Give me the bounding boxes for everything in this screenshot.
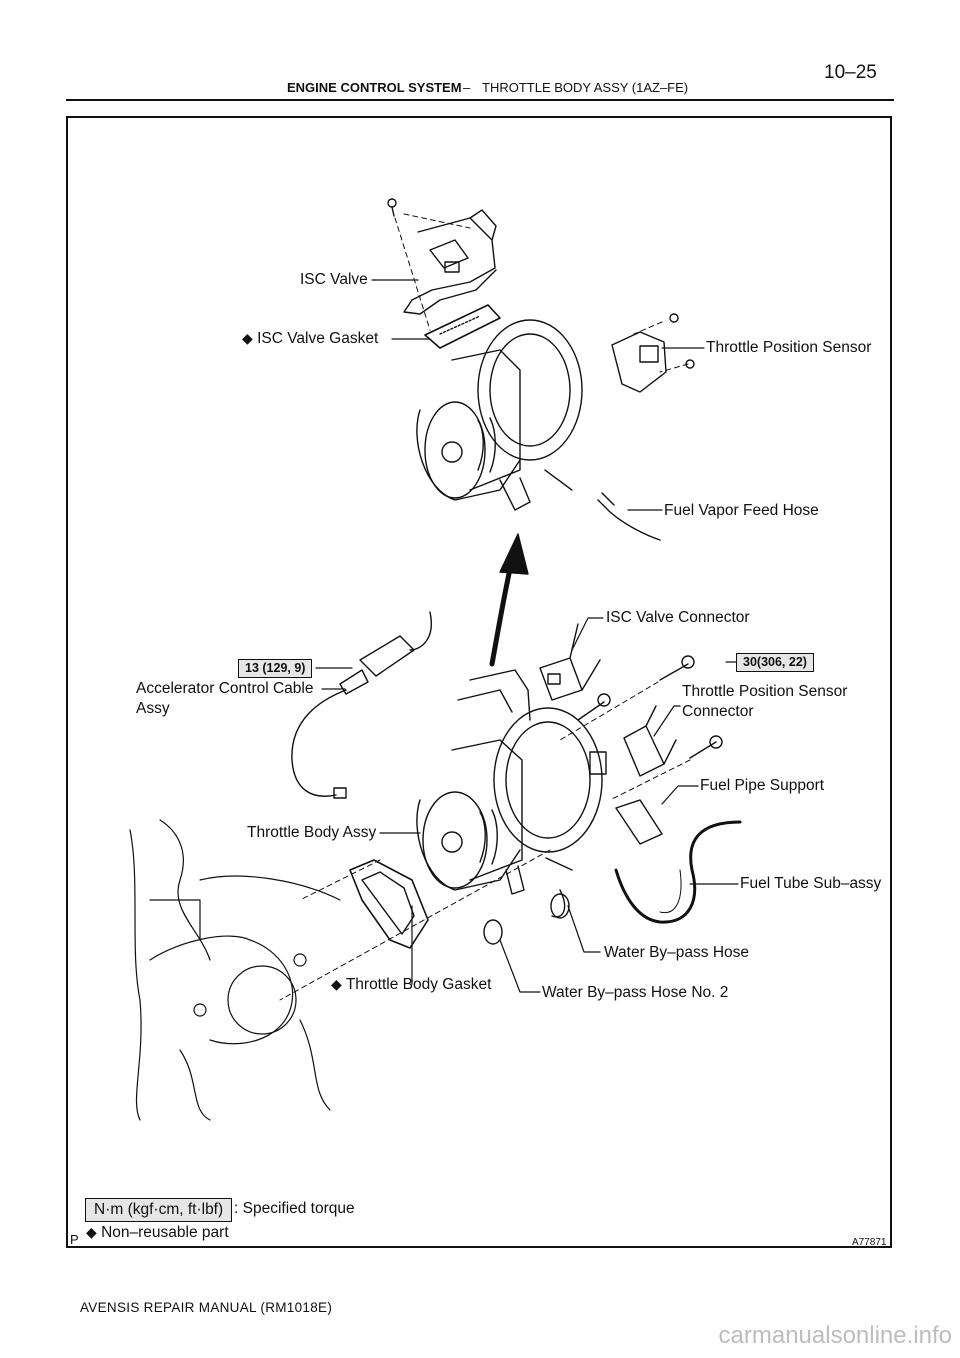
label-isc-valve-gasket: [242, 330, 378, 348]
tps-connector-drawing: [624, 706, 676, 776]
label-water-bypass-hose-no2: Water By–pass Hose No. 2: [542, 984, 729, 1001]
fuel-vapor-hose-drawing: [598, 500, 660, 540]
label-isc-valve: ISC Valve: [300, 271, 368, 288]
label-isc-valve-connector: ISC Valve Connector: [606, 609, 750, 626]
label-throttle-position-sensor: Throttle Position Sensor: [706, 339, 872, 356]
torque-cable: 13 (129, 9): [238, 659, 312, 678]
label-isc-valve-gasket-text: ISC Valve Gasket: [257, 330, 379, 347]
isc-connector-drawing: [540, 624, 600, 700]
legend-torque-unit-box: N·m (kgf·cm, ft·lbf): [85, 1198, 232, 1222]
label-fuel-vapor-feed-hose: Fuel Vapor Feed Hose: [664, 502, 819, 519]
header-section-title: ENGINE CONTROL SYSTEM: [287, 80, 462, 95]
legend-non-reusable: [86, 1224, 229, 1242]
legend-non-reusable-text: Non–reusable part: [101, 1224, 229, 1241]
torque-bolt: 30(306, 22): [736, 653, 814, 672]
label-throttle-body-assy: Throttle Body Assy: [247, 824, 377, 841]
label-fuel-tube-sub-assy: Fuel Tube Sub–assy: [740, 875, 882, 892]
header-topic: THROTTLE BODY ASSY (1AZ–FE): [482, 80, 689, 95]
label-tps-connector-line1: Throttle Position Sensor: [682, 683, 848, 700]
non-reusable-diamond-icon: ◆: [86, 1224, 97, 1240]
non-reusable-diamond-icon: ◆: [242, 330, 253, 346]
label-fuel-pipe-support: Fuel Pipe Support: [700, 777, 825, 794]
watermark: carmanualsonline.info: [718, 1322, 952, 1349]
figure-id: A77871: [852, 1237, 887, 1248]
figure-corner-letter: P: [70, 1232, 79, 1247]
fuel-pipe-support-drawing: [616, 800, 662, 844]
header-dash: –: [463, 80, 471, 95]
label-tps-connector-line2: Connector: [682, 703, 754, 720]
label-accelerator-cable-line1: Accelerator Control Cable: [136, 680, 314, 697]
assembly-arrow: [492, 560, 512, 664]
legend-torque-description: : Specified torque: [234, 1200, 355, 1217]
leader-lines: [316, 280, 738, 992]
non-reusable-diamond-icon: ◆: [331, 976, 342, 992]
intake-manifold-drawing: [130, 820, 340, 1120]
throttle-body-lower-drawing: [417, 670, 606, 894]
accelerator-cable-drawing: [292, 612, 431, 798]
isc-valve-drawing: [388, 199, 496, 314]
label-throttle-body-gasket-text: Throttle Body Gasket: [345, 976, 492, 993]
throttle-body-upper-drawing: [417, 320, 582, 510]
label-throttle-body-gasket: [331, 976, 491, 994]
footer-manual-title: AVENSIS REPAIR MANUAL (RM1018E): [80, 1300, 333, 1315]
label-accelerator-cable-line2: Assy: [136, 700, 170, 717]
page-number: 10–25: [824, 62, 877, 83]
isc-gasket-drawing: [425, 305, 500, 348]
throttle-body-gasket-drawing: [350, 860, 428, 948]
label-water-bypass-hose: Water By–pass Hose: [604, 944, 750, 961]
